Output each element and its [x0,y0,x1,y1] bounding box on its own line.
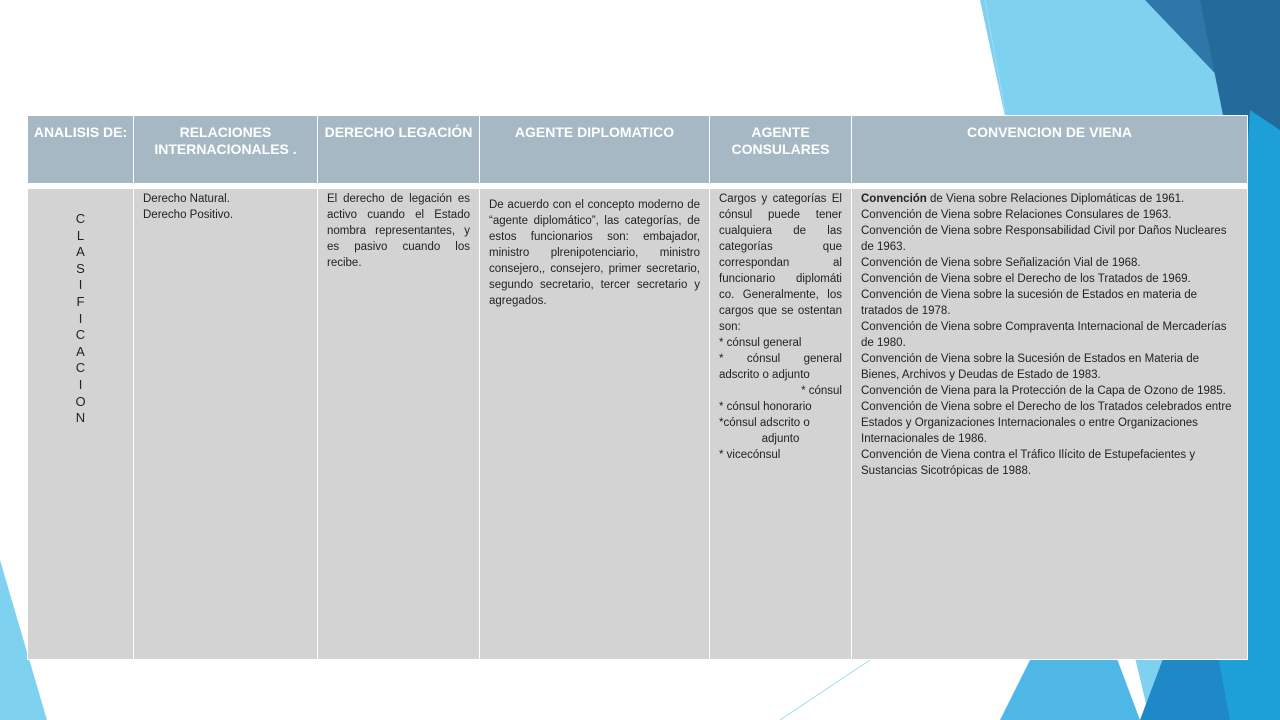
row-label-clasificacion: C L A S I F I C A C I O N [28,189,134,660]
header-relaciones: RELACIONES INTERNACIONALES . [134,116,318,184]
cell-legacion: El derecho de legación es activo cuando el Estado nombra representantes, y es pasivo cuando los recibe. [318,189,480,660]
cell-viena: Convención de Viena sobre Relaciones Diplomáticas de 1961. Convención de Viena sobre Relaciones Consulares de 1963. Convención de Viena sobre Responsabilidad Civil por Daños Nucleares de 1963. Convención de Viena sobre Señalización Vial de 1968. Convención de Viena sobre el Derecho de los Tratados de 1969. Convención de Viena sobre la sucesión de Estados en materia de tratados de 1978. Convención de Viena sobre Compraventa Internacional de Mercaderías de 1980. Convención de Viena sobre la Sucesión de Estados en Materia de Bienes, Archivos y Deudas de Estado de 1983. Convención de Viena para la Protección de la Capa de Ozono de 1985. Convención de Viena sobre el Derecho de los Tratados celebrados entre Estados y Organizaciones Internacionales o entre Organizaciones Internacionales de 1986. Convención de Viena contra el Tráfico Ilícito de Estupefacientes y Sustancias Sicotrópicas de 1988. [852,189,1248,660]
header-viena: CONVENCION DE VIENA [852,116,1248,184]
clasificacion-row [28,189,1248,660]
header-row [28,116,1248,184]
cell-diplomatico: De acuerdo con el concepto moderno de “agente diplomático”, las categorías, de estos funcionarios son: embajador, ministro plrenipotenciario, ministro consejero,, consejero, primer secretario, segundo secretario, tercer secretario y agregados. [480,189,710,660]
cell-relaciones: Derecho Natural. Derecho Positivo. [134,189,318,660]
header-consulares: AGENTE CONSULARES [710,116,852,184]
header-legacion: DERECHO LEGACIÓN [318,116,480,184]
comparison-table-container [27,115,1247,660]
header-analisis: ANALISIS DE: [28,116,134,184]
cell-consulares: Cargos y categorías El cónsul puede tener cualquiera de las categorías que correspondan al funcionario diplomáti co. Generalmente, los cargos que se ostentan son: * cónsul general * cónsul general adscrito o adjunto * cónsul * cónsul honorario *cónsul adscrito o adjunto * vicecónsul [710,189,852,660]
header-diplomatico: AGENTE DIPLOMATICO [480,116,710,184]
comparison-table [27,115,1248,660]
